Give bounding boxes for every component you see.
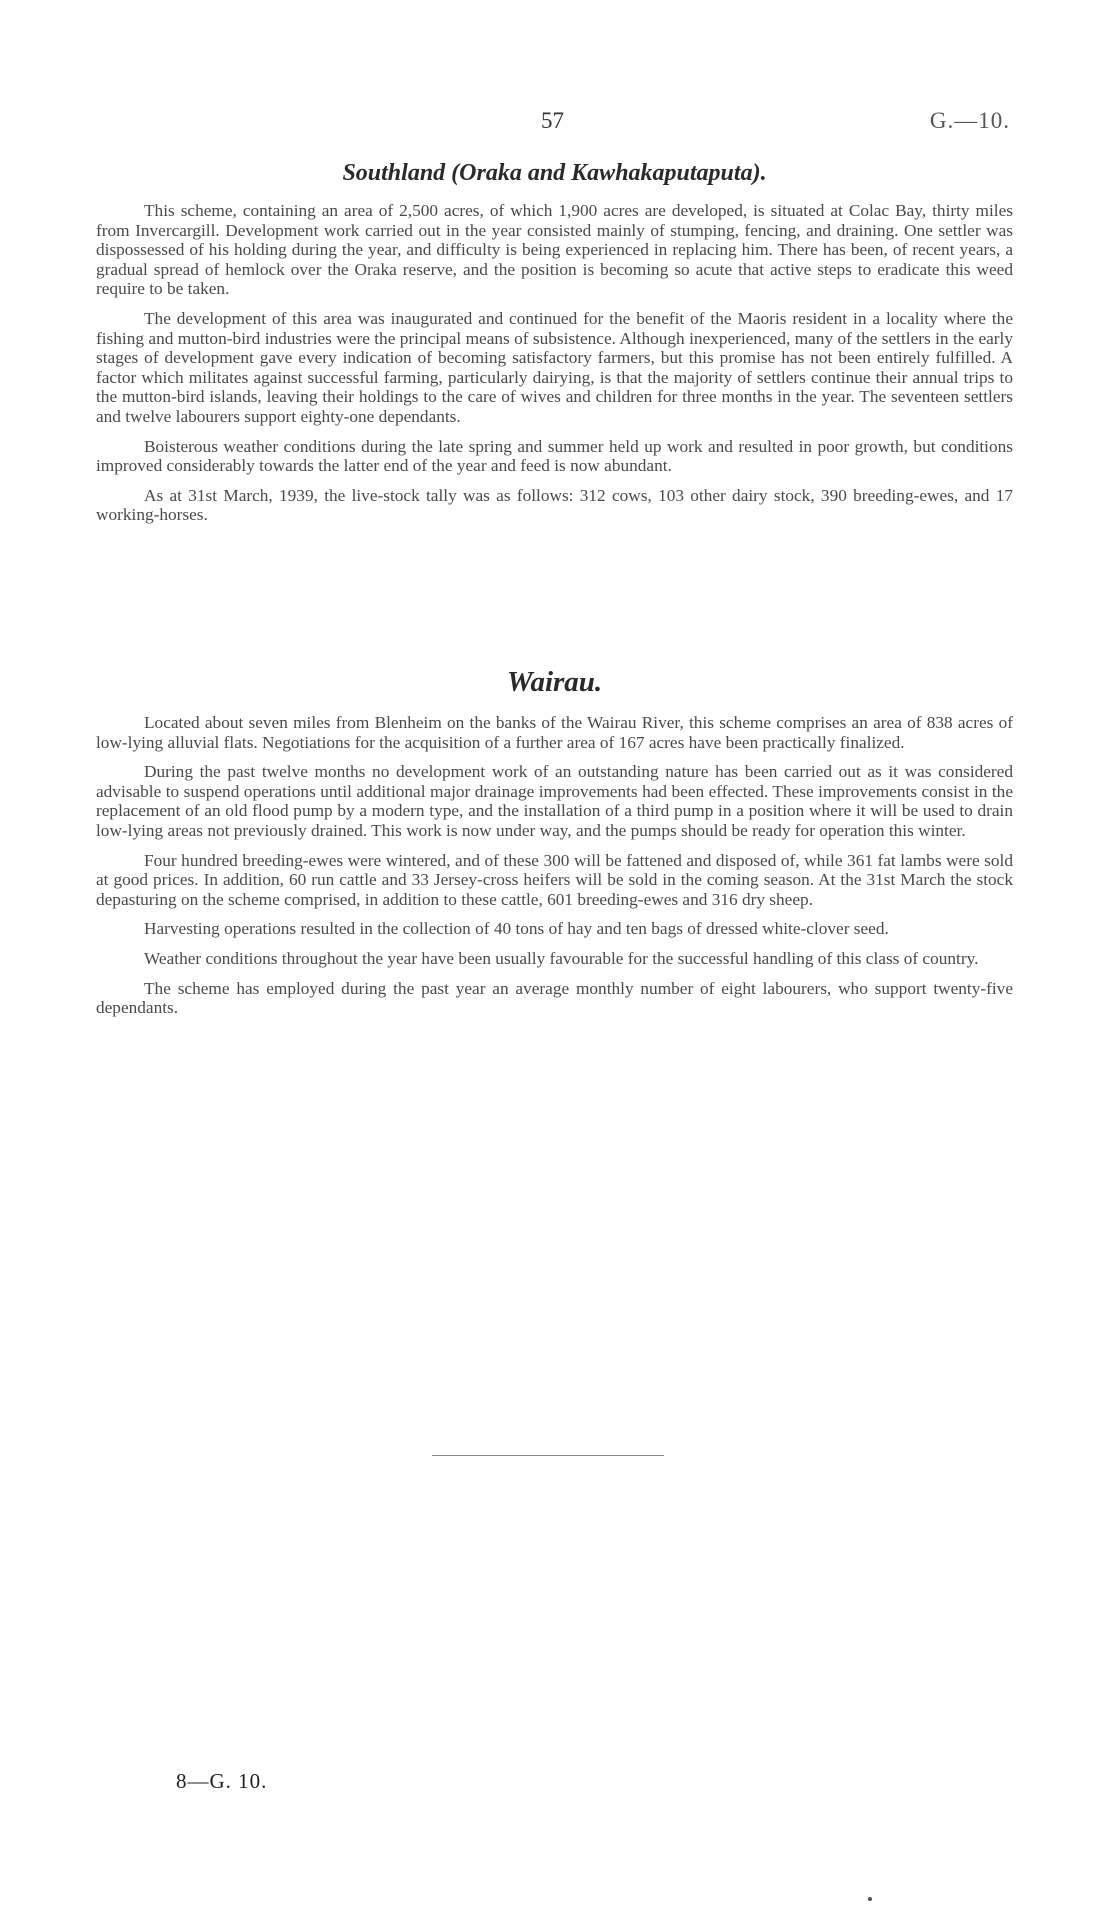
print-speck (868, 1897, 872, 1901)
section-wairau (96, 666, 1013, 1028)
paragraph: Weather conditions throughout the year have been usually favourable for the successful handling of this class of country. (144, 948, 979, 968)
paragraph: This scheme, containing an area of 2,500 acres, of which 1,900 acres are developed, is situated at Colac Bay, thirty miles from Invercargill. Development work carried out in the year consisted mainly of stumping, fencing, and draining. One settler was dispossessed of his holding during the year, and difficulty is being experienced in replacing him. There has been, of recent years, a gradual spread of hemlock over the Oraka reserve, and the position is becoming so acute that active steps to eradicate this weed require to be taken. (96, 201, 1013, 299)
paragraph: Four hundred breeding-ewes were wintered, and of these 300 will be fattened and disposed of, while 361 fat lambs were sold at good prices. In addition, 60 run cattle and 33 Jersey-cross heifers will be sold in the coming season. At the 31st March the stock depasturing on the scheme comprised, in addition to these cattle, 601 breeding-ewes and 316 dry sheep. (96, 850, 1013, 909)
section-title-southland: Southland (Oraka and Kawhakaputaputa). (342, 160, 767, 186)
paragraph: The development of this area was inaugurated and continued for the benefit of the Maoris resident in a locality where the fishing and mutton-bird industries were the principal means of subsistence. Although inexperienced, many of the settlers in the early stages of development gave every indication of becoming satisfactory farmers, but this promise has not been entirely fulfilled. A factor which militates against successful farming, particularly dairying, is that the majority of settlers continue their annual trips to the mutton-bird islands, leaving their holdings to the care of wives and children for three months in the year. The seventeen settlers and twelve labourers support eighty-one dependants. (96, 308, 1013, 426)
footer-signature: 8—G. 10. (176, 1769, 268, 1793)
page-header (0, 108, 1114, 138)
section-southland (96, 160, 1013, 535)
paragraph: During the past twelve months no development work of an outstanding nature has been carried out as it was considered advisable to suspend operations until additional major drainage improvements had been effected. These improvements consist in the replacement of an old flood pump by a modern type, and the installation of a third pump in a position where it will be used to drain low-lying areas not previously drained. This work is now under way, and the pumps should be ready for operation this winter. (96, 762, 1013, 840)
paragraph: The scheme has employed during the past year an average monthly number of eight labourers, who support twenty-five dependants. (96, 978, 1013, 1018)
paragraph: As at 31st March, 1939, the live-stock tally was as follows: 312 cows, 103 other dairy stock, 390 breeding-ewes, and 17 working-horses. (96, 485, 1013, 525)
paragraph: Located about seven miles from Blenheim on the banks of the Wairau River, this scheme comprises an area of 838 acres of low-lying alluvial flats. Negotiations for the acquisition of a further area of 167 acres have been practically finalized. (96, 713, 1013, 752)
document-reference: G.—10. (929, 108, 1010, 133)
section-divider (432, 1455, 664, 1456)
page-number: 57 (541, 108, 564, 133)
paragraph: Boisterous weather conditions during the late spring and summer held up work and resulted in poor growth, but conditions improved considerably towards the latter end of the year and feed is now abundant. (96, 436, 1013, 476)
paragraph: Harvesting operations resulted in the collection of 40 tons of hay and ten bags of dressed white-clover seed. (144, 919, 889, 939)
section-title-wairau: Wairau. (506, 666, 603, 698)
